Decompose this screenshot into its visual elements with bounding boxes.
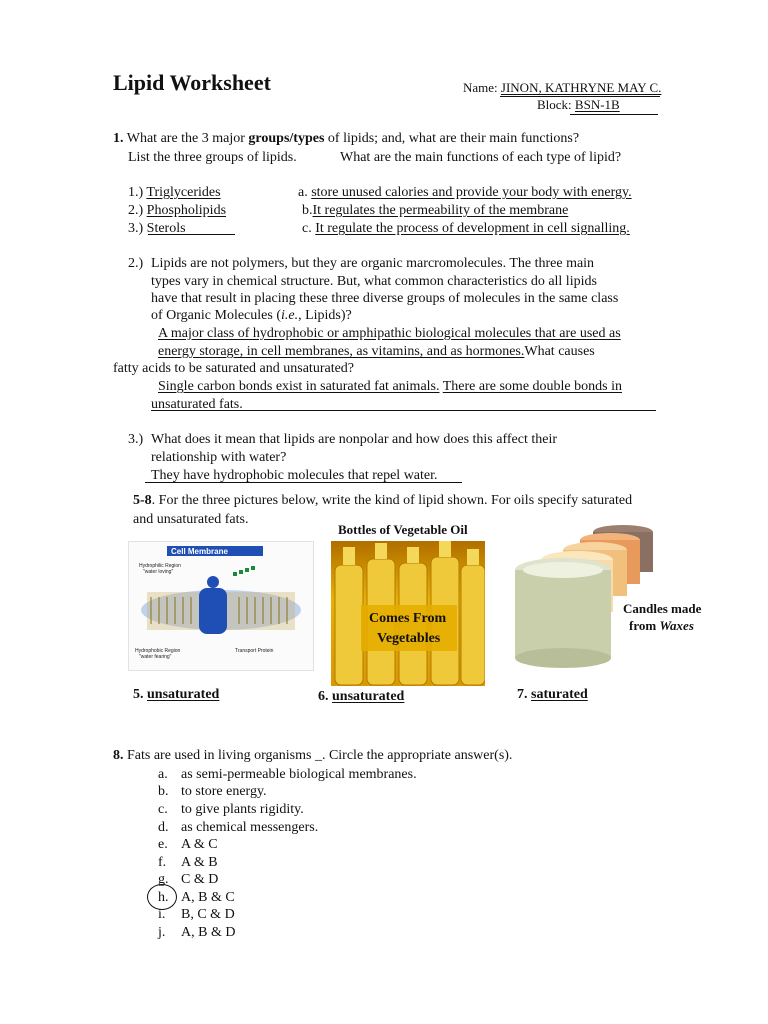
answer-underline xyxy=(145,482,462,483)
answer-underline xyxy=(151,410,656,411)
cell-label: Hydrophobic Region xyxy=(135,648,181,654)
q2-answer-3: Single carbon bonds exist in saturated fat animals. There are some double bonds in xyxy=(158,379,622,394)
option-text: A, B & C xyxy=(181,890,235,905)
block-value: BSN-1B xyxy=(574,97,620,112)
option-item: j. xyxy=(158,925,166,940)
group-item: 3.) Sterols xyxy=(128,221,186,236)
q3-num: 3.) xyxy=(128,432,144,447)
option-text: as semi-permeable biological membranes. xyxy=(181,767,417,782)
q2-answer-1: A major class of hydrophobic or amphipathic biological molecules that are used as xyxy=(158,326,621,341)
option-item: d. xyxy=(158,820,169,835)
q1-prompt: 1. What are the 3 major groups/types of lipids; and, what are their main functions? xyxy=(113,131,580,146)
protein-cap xyxy=(207,576,219,588)
option-text: to store energy. xyxy=(181,784,267,799)
name-field xyxy=(463,80,661,96)
option-item: c. xyxy=(158,802,168,817)
name-label: Name: xyxy=(463,80,498,95)
name-value: JINON, KATHRYNE MAY C. xyxy=(500,80,662,95)
block-field xyxy=(537,97,620,113)
option-item: i. xyxy=(158,907,166,922)
cell-membrane-diagram xyxy=(129,542,313,670)
answer-7: 7. saturated xyxy=(517,687,588,702)
q2-num: 2.) xyxy=(128,256,144,271)
function-item: b.It regulates the permeability of the membrane xyxy=(302,203,569,218)
q1-sub-left: List the three groups of lipids. xyxy=(128,150,297,165)
cell-label: Transport Protein xyxy=(235,648,274,654)
function-item: c. It regulate the process of development in cell signalling. xyxy=(302,221,630,236)
cell-membrane-image xyxy=(128,541,314,671)
oil-overlay-text: Comes From xyxy=(369,611,447,626)
option-item: a. xyxy=(158,767,168,782)
cell-label: Hydrophilic Region xyxy=(139,563,181,569)
candles-drawing xyxy=(505,520,665,670)
oil-caption: Bottles of Vegetable Oil xyxy=(338,522,468,537)
option-item: f. xyxy=(158,855,167,870)
q2-answer-4: unsaturated fats. xyxy=(151,397,243,412)
cell-label: "water loving" xyxy=(143,569,174,575)
answer-underline xyxy=(148,234,235,235)
option-item: b. xyxy=(158,784,169,799)
fatty-acids-question: fatty acids to be saturated and unsaturated? xyxy=(113,361,355,376)
option-text: to give plants rigidity. xyxy=(181,802,304,817)
transport-protein xyxy=(199,588,227,634)
q2-line: Lipids are not polymers, but they are organic marcromolecules. The three main xyxy=(151,256,595,271)
block-underline xyxy=(570,114,658,115)
molecules-icon xyxy=(233,566,255,576)
option-item: h. xyxy=(158,890,169,905)
option-text: as chemical messengers. xyxy=(181,820,319,835)
answer-6: 6. unsaturated xyxy=(318,689,405,704)
q58-prompt-2: and unsaturated fats. xyxy=(133,512,249,527)
page-title: Lipid Worksheet xyxy=(113,70,271,95)
q3-line: What does it mean that lipids are nonpolar and how does this affect their xyxy=(151,432,558,447)
q3-answer: They have hydrophobic molecules that repel water. xyxy=(151,468,438,483)
candle-caption-2: from Waxes xyxy=(629,618,694,633)
q2-line: types vary in chemical structure. But, what common characteristics do all lipids xyxy=(151,274,597,289)
block-label: Block: xyxy=(537,97,572,112)
option-text: A, B & D xyxy=(181,925,236,940)
option-item: g. xyxy=(158,872,169,887)
option-text: A & B xyxy=(181,855,218,870)
group-item: 1.) Triglycerides xyxy=(128,185,221,200)
option-text: B, C & D xyxy=(181,907,235,922)
vegetable-oil-image xyxy=(331,541,485,686)
option-text: C & D xyxy=(181,872,219,887)
candle-caption: Candles made xyxy=(623,601,702,616)
group-item: 2.) Phospholipids xyxy=(128,203,227,218)
cell-label: "water fearing" xyxy=(139,654,172,660)
q2-line: of Organic Molecules (i.e., Lipids)? xyxy=(151,308,352,323)
q2-line: have that result in placing these three diverse groups of molecules in the same class xyxy=(151,291,619,306)
function-item: a. store unused calories and provide your body with energy. xyxy=(298,185,632,200)
q8-prompt: 8. Fats are used in living organisms _. Circle the appropriate answer(s). xyxy=(113,748,513,763)
answer-5: 5. unsaturated xyxy=(133,687,220,702)
q2-answer-2: energy storage, in cell membranes, as vitamins, and as hormones.What causes xyxy=(158,344,595,359)
option-item: e. xyxy=(158,837,168,852)
candles-image xyxy=(505,520,665,670)
option-text: A & C xyxy=(181,837,218,852)
oil-overlay-text: Vegetables xyxy=(377,631,441,646)
q58-prompt: 5-8. For the three pictures below, write the kind of lipid shown. For oils specify saturated xyxy=(133,493,633,508)
q3-line: relationship with water? xyxy=(151,450,287,465)
cell-title: Cell Membrane xyxy=(171,547,228,556)
q1-sub-right: What are the main functions of each type of lipid? xyxy=(340,150,622,165)
